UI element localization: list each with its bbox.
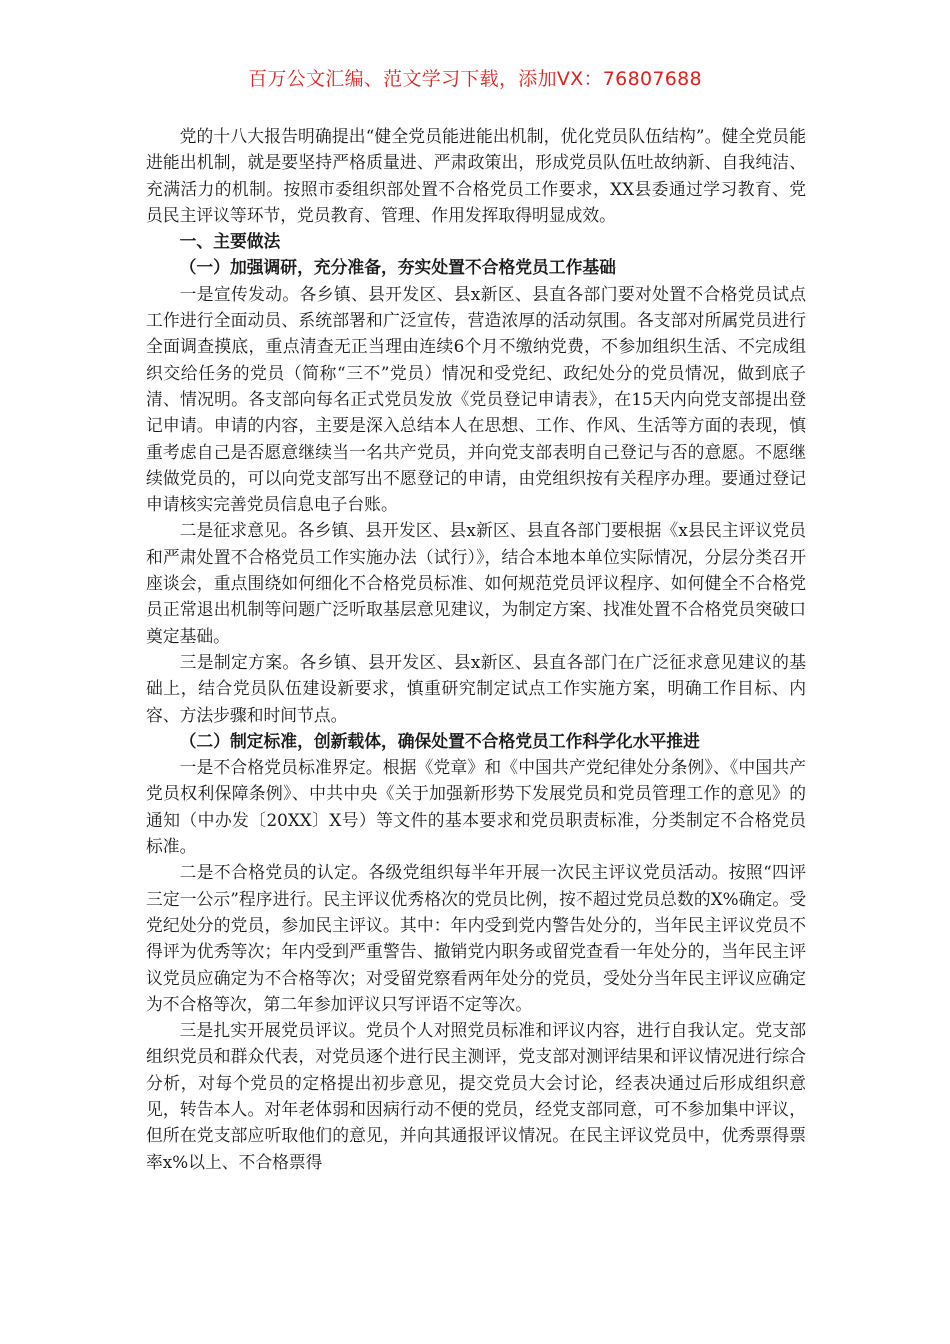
paragraph: 一是宣传发动。各乡镇、县开发区、县x新区、县直各部门要对处置不合格党员试点工作进行全面动员、系统部署和广泛宣传，营造浓厚的活动氛围。各支部对所属党员进行全面调查摸底，重点清查无正当理由连续6个月不缴纳党费，不参加组织生活、不完成组织交给任务的党员（简称“三不”党员）情况和受党纪、政纪处分的党员情况，做到底子清、情况明。各支部向每名正式党员发放《党员登记申请表》，在15天内向党支部提出登记申请。申请的内容，主要是深入总结本人在思想、工作、作风、生活等方面的表现，慎重考虑自己是否愿意继续当一名共产党员，并向党支部表明自己登记与否的意愿。不愿继续做党员的，可以向党支部写出不愿登记的申请，由党组织按有关程序办理。要通过登记申请核实完善党员信息电子台账。 [146, 283, 806, 515]
intro-paragraph: 党的十八大报告明确提出“健全党员能进能出机制，优化党员队伍结构”。健全党员能进能出机制，就是要坚持严格质量进、严肃政策出，形成党员队伍吐故纳新、自我纯洁、充满活力的机制。按照市委组织部处置不合格党员工作要求，XX县委通过学习教育、党员民主评议等环节，党员教育、管理、作用发挥取得明显成效。 [146, 126, 806, 225]
subsection-heading: （二）制定标准，创新载体，确保处置不合格党员工作科学化水平推进 [179, 730, 700, 751]
download-banner: 百万公文汇编、范文学习下载，添加VX：76807688 [248, 68, 702, 90]
paragraph: 一是不合格党员标准界定。根据《党章》和《中国共产党纪律处分条例》、《中国共产党员权利保障条例》、中共中央《关于加强新形势下发展党员和党员管理工作的意见》的通知（中办发〔20XX〕X号）等文件的基本要求和党员职责标准，分类制定不合格党员标准。 [146, 757, 806, 857]
section-heading: 一、主要做法 [179, 231, 281, 252]
paragraph: 二是征求意见。各乡镇、县开发区、县x新区、县直各部门要根据《x县民主评议党员和严肃处置不合格党员工作实施办法（试行）》，结合本地本单位实际情况，分层分类召开座谈会，重点围绕如何细化不合格党员标准、如何规范党员评议程序、如何健全不合格党员正常退出机制等问题广泛听取基层意见建议，为制定方案、找准处置不合格党员突破口奠定基础。 [146, 520, 806, 646]
document-body [146, 123, 806, 1175]
paragraph: 二是不合格党员的认定。各级党组织每半年开展一次民主评议党员活动。按照“四评三定一公示”程序进行。民主评议优秀格次的党员比例，按不超过党员总数的X%确定。受党纪处分的党员，参加民主评议。其中：年内受到党内警告处分的，当年民主评议党员不得评为优秀等次；年内受到严重警告、撤销党内职务或留党查看一年处分的，当年民主评议党员应确定为不合格等次；对受留党察看两年处分的党员，受处分当年民主评议应确定为不合格等次，第二年参加评议只写评语不定等次。 [146, 862, 806, 1014]
subsection-heading: （一）加强调研，充分准备，夯实处置不合格党员工作基础 [179, 257, 616, 278]
paragraph: 三是制定方案。各乡镇、县开发区、县x新区、县直各部门在广泛征求意见建议的基础上，结合党员队伍建设新要求，慎重研究制定试点工作实施方案，明确工作目标、内容、方法步骤和时间节点。 [146, 651, 806, 725]
paragraph: 三是扎实开展党员评议。党员个人对照党员标准和评议内容，进行自我认定。党支部组织党员和群众代表，对党员逐个进行民主测评，党支部对测评结果和评议情况进行综合分析，对每个党员的定格提出初步意见，提交党员大会讨论，经表决通过后形成组织意见，转告本人。对年老体弱和因病行动不便的党员，经党支部同意，可不参加集中评议，但所在党支部应听取他们的意见，并向其通报评议情况。在民主评议党员中，优秀票得票率x%以上、不合格票得 [146, 1020, 806, 1172]
